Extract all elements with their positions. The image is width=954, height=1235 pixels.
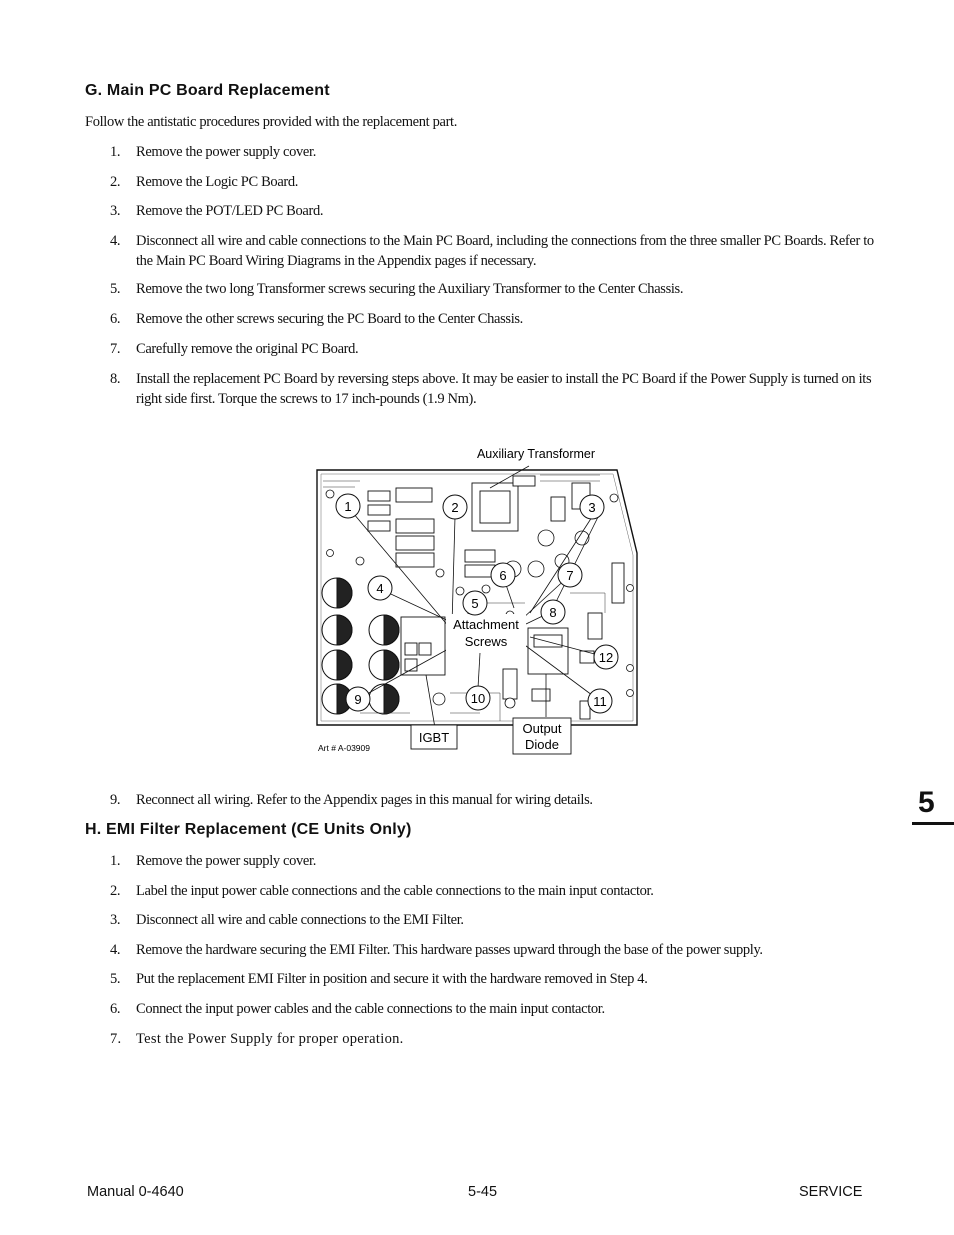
step-number: 9.: [110, 792, 121, 808]
igbt-label: IGBT: [418, 730, 450, 745]
step-number: 6.: [110, 311, 121, 327]
step-text: Remove the other screws securing the PC Board to the Center Chassis.: [136, 311, 523, 327]
svg-text:11: 11: [593, 694, 607, 709]
step-g-1: [110, 143, 875, 163]
pc-board-diagram: [300, 443, 660, 763]
callout-8: [541, 600, 565, 624]
svg-text:1: 1: [344, 499, 352, 514]
step-h-1: [110, 852, 875, 872]
step-number: 2.: [110, 883, 121, 899]
step-number: 3.: [110, 912, 121, 928]
output-diode-module: [528, 628, 568, 674]
chapter-tab-number: 5: [918, 786, 935, 819]
step-number: 5.: [110, 971, 121, 987]
step-g-8: [110, 370, 875, 409]
step-number: 5.: [110, 281, 121, 297]
step-text: Disconnect all wire and cable connections to the Main PC Board, including the connections from the three smaller PC Boards. Refer to the Main PC Board Wiring Diagrams in the Appendix pages if necessary.: [136, 233, 874, 269]
svg-text:8: 8: [549, 605, 557, 620]
step-number: 2.: [110, 174, 121, 190]
step-number: 1.: [110, 853, 121, 869]
output-diode-label-line-1: Output: [522, 721, 562, 736]
footer-manual-number: Manual 0-4640: [87, 1184, 184, 1200]
step-h-6: [110, 1000, 875, 1020]
step-number: 1.: [110, 144, 121, 160]
step-g-7: [110, 340, 875, 360]
callout-11: [588, 689, 612, 713]
step-h-3: [110, 911, 875, 931]
step-text: Connect the input power cables and the cable connections to the main input contactor.: [136, 1001, 605, 1017]
callout-5: [463, 591, 487, 615]
svg-text:7: 7: [566, 568, 574, 583]
attachment-label-line-2: Screws: [464, 634, 508, 649]
callout-1: [336, 494, 360, 518]
step-g-2: [110, 173, 875, 193]
svg-text:10: 10: [470, 691, 486, 706]
footer-page-number: 5-45: [468, 1184, 498, 1200]
step-h-4: [110, 941, 875, 961]
callout-3: [580, 495, 604, 519]
step-number: 7.: [110, 1031, 122, 1047]
callout-7: [558, 563, 582, 587]
step-text: Carefully remove the original PC Board.: [136, 341, 359, 357]
section-g-intro: Follow the antistatic procedures provided with the replacement part.: [85, 114, 458, 130]
callout-2: [443, 495, 467, 519]
step-g-9: [110, 791, 875, 811]
step-number: 4.: [110, 942, 121, 958]
attachment-label-line-1: Attachment: [453, 617, 519, 632]
main-pc-board-figure: [300, 443, 660, 763]
svg-text:9: 9: [354, 692, 362, 707]
step-text: Remove the power supply cover.: [136, 853, 316, 869]
svg-text:2: 2: [451, 500, 459, 515]
step-number: 8.: [110, 371, 121, 387]
callout-9: [346, 687, 370, 711]
svg-text:12: 12: [598, 650, 614, 665]
callout-10: [466, 686, 490, 710]
step-text: Test the Power Supply for proper operation.: [136, 1031, 404, 1047]
step-h-5: [110, 970, 875, 990]
step-number: 7.: [110, 341, 121, 357]
step-h-2: [110, 882, 875, 902]
svg-text:6: 6: [499, 568, 507, 583]
step-g-3: [110, 202, 875, 222]
step-g-5: [110, 280, 875, 300]
step-text: Reconnect all wiring. Refer to the Appendix pages in this manual for wiring details.: [136, 792, 593, 808]
step-text: Remove the two long Transformer screws securing the Auxiliary Transformer to the Center Chassis.: [136, 281, 684, 297]
step-number: 3.: [110, 203, 121, 219]
step-g-6: [110, 310, 875, 330]
step-text: Remove the power supply cover.: [136, 144, 316, 160]
step-text: Disconnect all wire and cable connections to the EMI Filter.: [136, 912, 464, 928]
step-text: Install the replacement PC Board by reversing steps above. It may be easier to install the PC Board if the Power Supply is turned on its right side first. Torque the screws to 17 inch-pounds (1.9 Nm).: [136, 371, 872, 407]
step-text: Label the input power cable connections and the cable connections to the main input contactor.: [136, 883, 654, 899]
output-diode-label-line-2: Diode: [525, 737, 559, 752]
chapter-tab-rule: [912, 822, 954, 825]
aux-transformer-label: Auxiliary Transformer: [476, 447, 596, 461]
step-text: Remove the Logic PC Board.: [136, 174, 299, 190]
footer-section-name: SERVICE: [799, 1184, 863, 1200]
svg-text:4: 4: [376, 581, 384, 596]
step-text: Remove the POT/LED PC Board.: [136, 203, 324, 219]
step-h-7: [110, 1030, 875, 1050]
step-g-4: [110, 232, 875, 271]
art-number: Art # A-03909: [318, 743, 370, 753]
step-number: 4.: [110, 233, 121, 249]
step-text: Put the replacement EMI Filter in position and secure it with the hardware removed in Step 4.: [136, 971, 648, 987]
step-text: Remove the hardware securing the EMI Filter. This hardware passes upward through the base of the power supply.: [136, 942, 763, 958]
callout-4: [368, 576, 392, 600]
section-g-heading: G. Main PC Board Replacement: [85, 82, 330, 99]
callout-12: [594, 645, 618, 669]
callout-6: [491, 563, 515, 587]
step-number: 6.: [110, 1001, 121, 1017]
svg-text:5: 5: [471, 596, 479, 611]
igbt-module: [401, 617, 445, 675]
section-h-heading: H. EMI Filter Replacement (CE Units Only): [85, 821, 412, 838]
svg-text:3: 3: [588, 500, 596, 515]
